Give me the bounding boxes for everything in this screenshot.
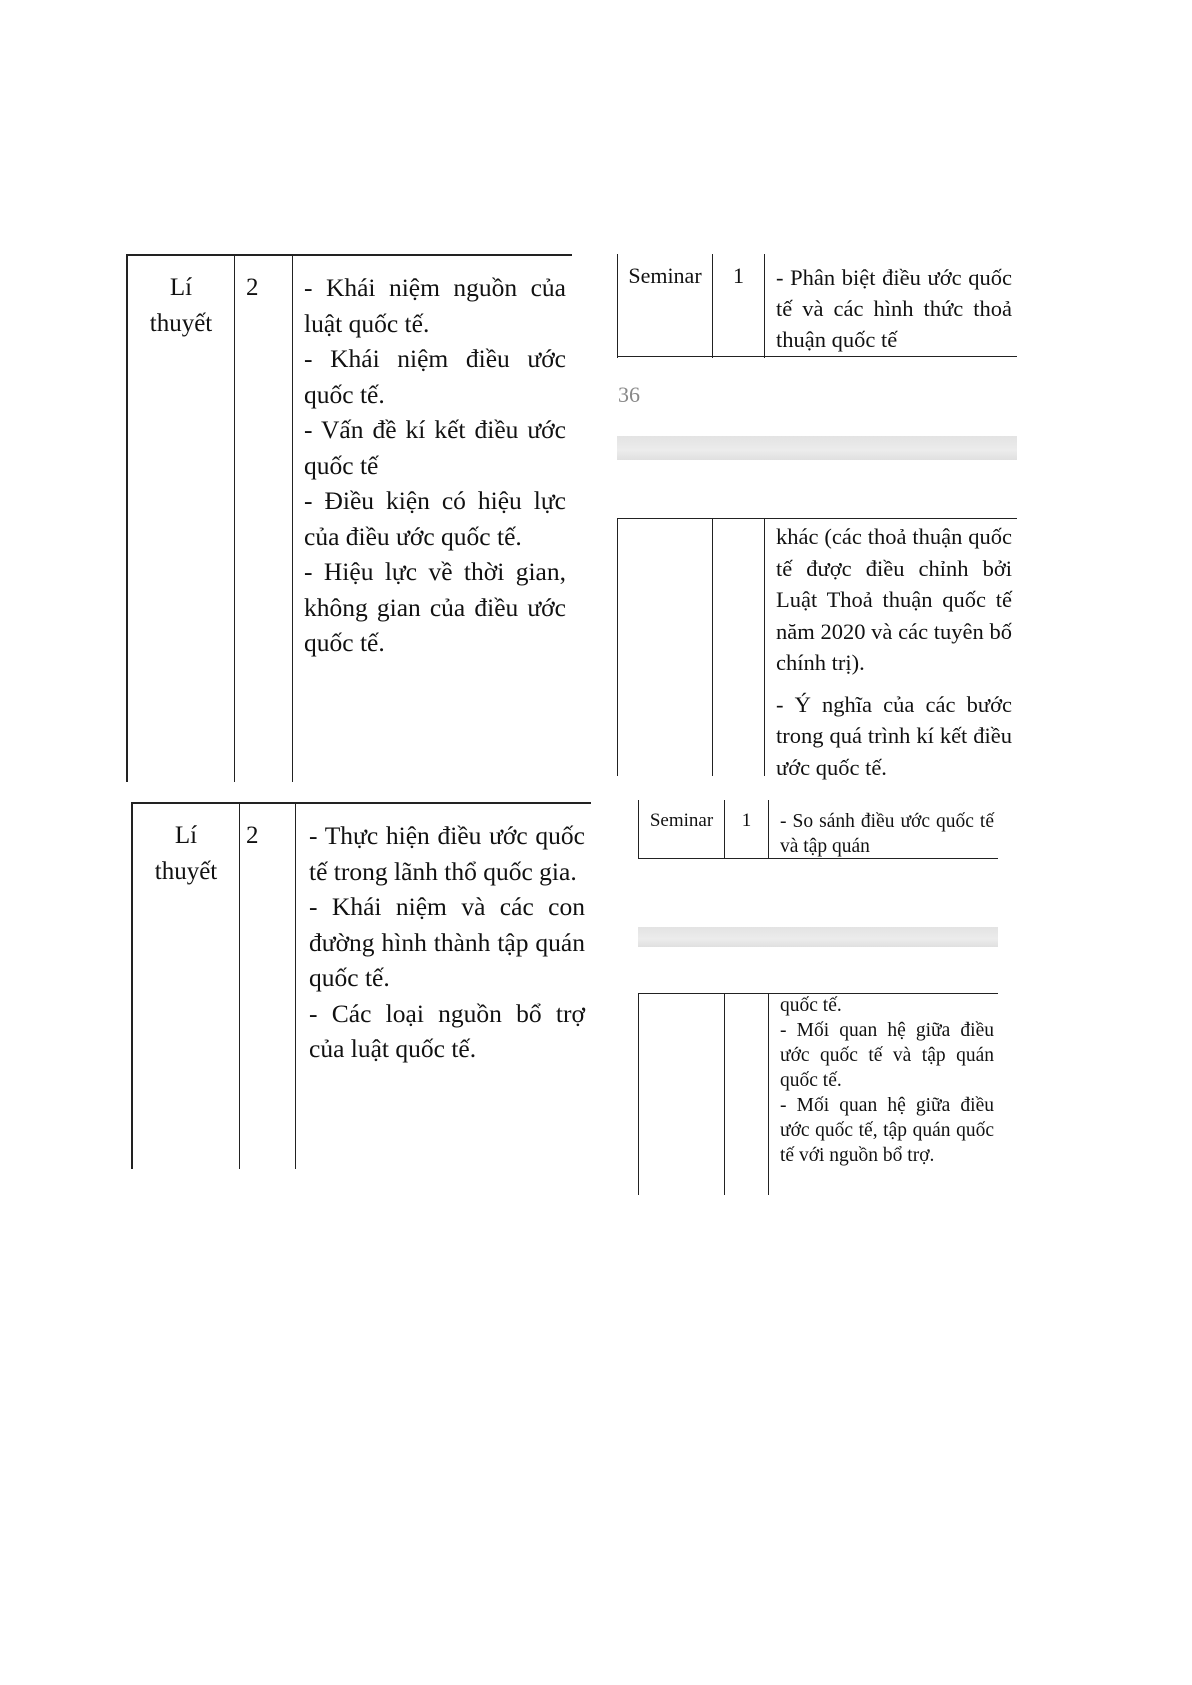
- session-content: [309, 818, 585, 1067]
- session-content: [780, 993, 994, 1168]
- session-content: [304, 270, 566, 661]
- session-hours: 2: [246, 822, 259, 849]
- content-item: - Hiệu lực về thời gian, không gian của điều ước quốc tế.: [304, 557, 566, 657]
- content-item: - Ý nghĩa của các bước trong quá trình kí kết điều ước quốc tế.: [776, 691, 1012, 780]
- session-type: Lí thuyết: [149, 274, 213, 337]
- seminar-fragment-2: [638, 800, 998, 859]
- content-item: - Mối quan hệ giữa điều ước quốc tế, tập quán quốc tế với nguồn bổ trợ.: [780, 1095, 994, 1166]
- seminar-fragment-1: [617, 254, 1017, 358]
- lecture-fragment-1: [126, 254, 572, 782]
- content-item: - Khái niệm nguồn của luật quốc tế.: [304, 273, 566, 338]
- content-item: - Khái niệm và các con đường hình thành tập quán quốc tế.: [309, 892, 585, 992]
- content-item: - Vấn đề kí kết điều ước quốc tế: [304, 415, 566, 480]
- content-item: - Thực hiện điều ước quốc tế trong lãnh thổ quốc gia.: [309, 821, 585, 886]
- content-item: - Điều kiện có hiệu lực của điều ước quốc tế.: [304, 486, 566, 551]
- session-content: - Phân biệt điều ước quốc tế và các hình thức thoả thuận quốc tế: [776, 265, 1012, 352]
- session-content: [776, 521, 1012, 783]
- seminar-continuation-2: [638, 993, 998, 1195]
- content-item: - Khái niệm điều ước quốc tế.: [304, 344, 566, 409]
- session-hours: 1: [741, 810, 752, 831]
- session-type: Seminar: [628, 263, 702, 288]
- lecture-fragment-2: [131, 802, 591, 1169]
- session-type: Lí thuyết: [154, 822, 218, 885]
- content-item: quốc tế.: [780, 995, 842, 1016]
- page-separator: [617, 436, 1017, 460]
- page-separator: [638, 927, 998, 947]
- session-hours: 2: [246, 274, 259, 301]
- session-hours: 1: [733, 263, 744, 288]
- content-item: - Các loại nguồn bổ trợ của luật quốc tế.: [309, 998, 585, 1063]
- session-type: Seminar: [649, 810, 714, 831]
- content-item: - Mối quan hệ giữa điều ước quốc tế và tập quán quốc tế.: [780, 1020, 994, 1091]
- seminar-continuation-1: [617, 518, 1017, 780]
- session-content: - So sánh điều ước quốc tế và tập quán: [780, 811, 994, 857]
- page-number: 36: [618, 382, 640, 407]
- content-item: khác (các thoả thuận quốc tế được điều chỉnh bởi Luật Thoả thuận quốc tế năm 2020 và các tuyên bố chính trị).: [776, 524, 1012, 675]
